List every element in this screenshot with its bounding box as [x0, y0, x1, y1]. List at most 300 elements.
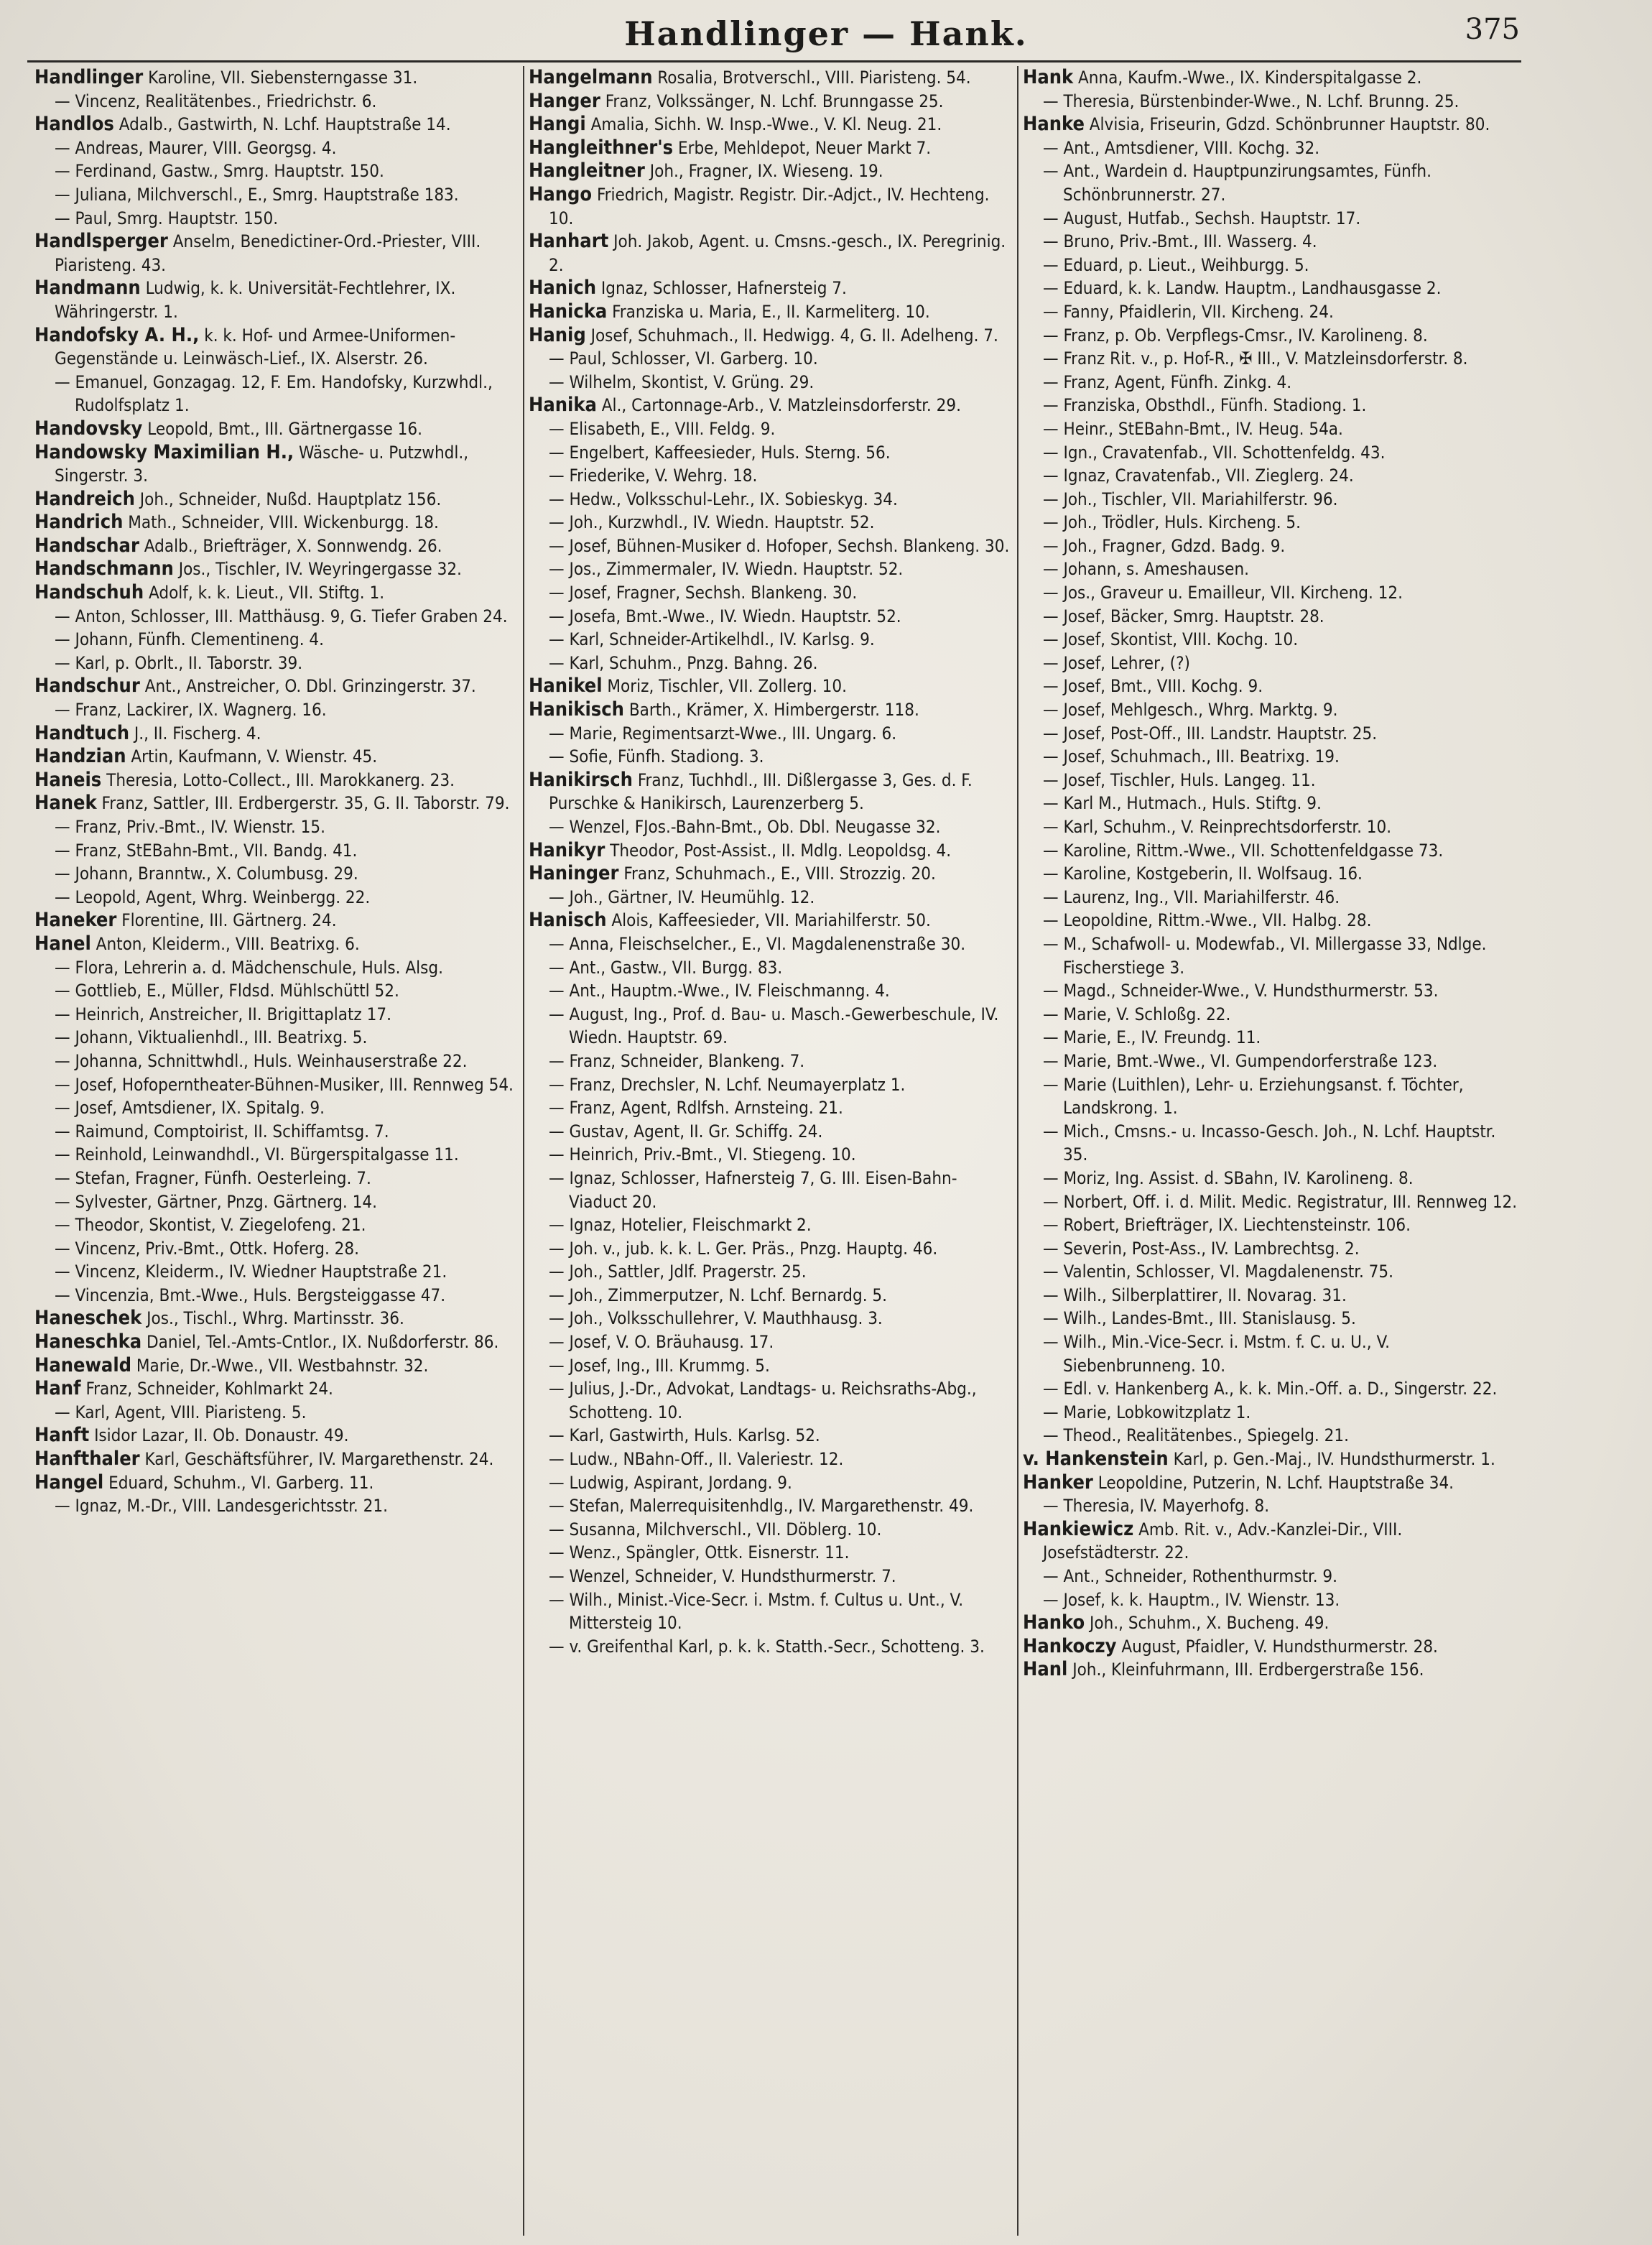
directory-entry — [529, 371, 1010, 394]
entry-surname: Hanikisch — [529, 698, 624, 721]
directory-entry — [34, 1494, 516, 1518]
entry-surname: Hanko — [1023, 1611, 1085, 1634]
entry-details: — Theresia, Bürstenbinder-Wwe., N. Lchf. Brunng. 25. — [1043, 91, 1460, 111]
directory-entry — [529, 1096, 1010, 1120]
directory-entry — [1023, 979, 1521, 1003]
entry-details: — Karl, p. Obrlt., II. Taborstr. 39. — [55, 652, 303, 673]
entry-details: Jos., Tischler, IV. Weyringergasse 32. — [178, 559, 462, 580]
entry-surname: Handreich — [34, 487, 135, 510]
directory-entry — [1023, 1284, 1521, 1307]
directory-entry — [34, 488, 516, 512]
directory-entry — [529, 1471, 1010, 1495]
entry-details: — Magd., Schneider-Wwe., V. Hundsthurmerstr. 53. — [1043, 981, 1439, 1001]
entry-details: — Vincenz, Priv.-Bmt., Ottk. Hoferg. 28. — [55, 1238, 359, 1259]
entry-details: — Ant., Amtsdiener, VIII. Kochg. 32. — [1043, 137, 1320, 158]
entry-details: — Theresia, IV. Mayerhofg. 8. — [1043, 1496, 1270, 1517]
entry-details: — Josef, Mehlgesch., Whrg. Marktg. 9. — [1043, 700, 1338, 721]
directory-entry — [34, 1307, 516, 1330]
directory-entry — [34, 628, 516, 652]
entry-details: — Franz, Priv.-Bmt., IV. Wienstr. 15. — [55, 817, 325, 837]
entry-details: Franz, Tuchhdl., III. Dißlergasse 3, Ges. d. F. Purschke & Hanikirsch, Laurenzerberg 5. — [549, 769, 973, 814]
entry-details: — Jos., Zimmermaler, IV. Wiedn. Hauptstr. 52. — [549, 559, 904, 580]
directory-entry — [529, 300, 1010, 324]
directory-entry — [1023, 722, 1521, 746]
directory-entry — [34, 956, 516, 980]
entry-details: — Marie, V. Schloßg. 22. — [1043, 1004, 1231, 1024]
entry-details: Franziska u. Maria, E., II. Karmeliterg. 10. — [612, 301, 930, 322]
directory-entry — [1023, 932, 1521, 979]
entry-details: — Severin, Post-Ass., IV. Lambrechtsg. 2. — [1043, 1238, 1360, 1259]
directory-entry — [1023, 1565, 1521, 1588]
columns — [34, 66, 1521, 2236]
entry-details: — Valentin, Schlosser, VI. Magdalenenstr. 75. — [1043, 1262, 1393, 1282]
entry-details: — Josefa, Bmt.-Wwe., IV. Wiedn. Hauptstr. 52. — [549, 606, 901, 626]
directory-entry — [1023, 1003, 1521, 1027]
header-rule — [27, 60, 1521, 63]
directory-entry — [34, 815, 516, 839]
entry-surname: Handrich — [34, 511, 124, 534]
directory-entry — [529, 1424, 1010, 1448]
directory-entry — [34, 698, 516, 722]
directory-entry — [34, 534, 516, 558]
directory-entry — [1023, 113, 1521, 136]
entry-details: Adolf, k. k. Lieut., VII. Stiftg. 1. — [149, 583, 385, 603]
entry-details: — Karoline, Kostgeberin, II. Wolfsaug. 16. — [1043, 864, 1363, 884]
directory-entry — [34, 675, 516, 698]
entry-details: — Edl. v. Hankenberg A., k. k. Min.-Off. a. D., Singerstr. 22. — [1043, 1379, 1498, 1399]
entry-details: — Gustav, Agent, II. Gr. Schiffg. 24. — [549, 1121, 823, 1142]
entry-details: Joh., Schuhm., X. Bucheng. 49. — [1090, 1613, 1330, 1634]
entry-details: — August, Hutfab., Sechsh. Hauptstr. 17. — [1043, 208, 1361, 228]
entry-details: — Johanna, Schnittwhdl., Huls. Weinhauserstraße 22. — [55, 1050, 468, 1071]
directory-entry — [529, 886, 1010, 909]
entry-surname: Handovsky — [34, 417, 143, 440]
directory-entry — [1023, 1611, 1521, 1635]
directory-entry — [34, 1003, 516, 1027]
directory-entry — [1023, 1588, 1521, 1612]
entry-details: — Eduard, k. k. Landw. Hauptm., Landhausgasse 2. — [1043, 278, 1442, 299]
entry-details: — Friederike, V. Wehrg. 18. — [549, 466, 758, 486]
entry-details: Jos., Tischl., Whrg. Martinsstr. 36. — [147, 1308, 404, 1329]
directory-entry — [1023, 675, 1521, 698]
entry-surname: Hango — [529, 182, 593, 205]
entry-surname: Hangel — [34, 1471, 104, 1494]
entry-details: — Heinrich, Priv.-Bmt., VI. Stiegeng. 10. — [549, 1144, 856, 1165]
entry-details: — Raimund, Comptoirist, II. Schiffamtsg. 7. — [55, 1121, 389, 1142]
entry-details: Adalb., Briefträger, X. Sonnwendg. 26. — [144, 535, 442, 556]
entry-details: — Franz Rit. v., p. Hof-R., ✠ III., V. Matzleinsdorferstr. 8. — [1043, 348, 1468, 369]
directory-entry — [34, 862, 516, 886]
column-divider — [1017, 66, 1018, 2236]
directory-entry — [1023, 815, 1521, 839]
entry-details: — Sylvester, Gärtner, Pnzg. Gärtnerg. 14. — [55, 1191, 377, 1212]
directory-entry — [1023, 1401, 1521, 1425]
directory-entry — [34, 136, 516, 160]
entry-surname: Hangleithner's — [529, 136, 674, 159]
entry-details: Amalia, Sichh. W. Insp.-Wwe., V. Kl. Neug. 21. — [590, 114, 942, 135]
entry-surname: Hanig — [529, 323, 586, 346]
directory-entry — [1023, 300, 1521, 324]
directory-entry — [529, 1260, 1010, 1284]
entry-details: — Theodor, Skontist, V. Ziegelofeng. 21. — [55, 1215, 366, 1236]
directory-entry — [529, 511, 1010, 534]
entry-details: J., II. Fischerg. 4. — [134, 723, 261, 744]
entry-surname: Hanhart — [529, 230, 609, 253]
directory-entry — [529, 66, 1010, 90]
entry-surname: Hanfthaler — [34, 1448, 140, 1471]
directory-entry — [34, 1330, 516, 1354]
directory-entry — [529, 1518, 1010, 1542]
directory-entry — [529, 1120, 1010, 1144]
directory-entry — [529, 1284, 1010, 1307]
entry-details: Josef, Schuhmach., II. Hedwigg. 4, G. II. Adelheng. 7. — [590, 325, 998, 346]
directory-entry — [529, 769, 1010, 815]
directory-entry — [529, 230, 1010, 277]
entry-details: — Fanny, Pfaidlerin, VII. Kircheng. 24. — [1043, 301, 1334, 322]
entry-surname: Handlos — [34, 113, 114, 136]
entry-details: — Hedw., Volksschul-Lehr., IX. Sobieskyg. 34. — [549, 489, 898, 509]
directory-entry — [34, 1401, 516, 1425]
directory-entry — [1023, 394, 1521, 417]
entry-details: — Josef, Amtsdiener, IX. Spitalg. 9. — [55, 1098, 325, 1119]
directory-entry — [34, 1190, 516, 1214]
entry-details: Franz, Schneider, Kohlmarkt 24. — [85, 1379, 333, 1399]
directory-entry — [1023, 324, 1521, 348]
directory-entry — [1023, 488, 1521, 512]
directory-entry — [1023, 347, 1521, 371]
directory-entry — [34, 90, 516, 114]
entry-surname: Hanika — [529, 394, 597, 417]
entry-details: — Ignaz, Schlosser, Hafnersteig 7, G. III. Eisen-Bahn-Viaduct 20. — [549, 1167, 957, 1212]
directory-entry — [34, 581, 516, 605]
entry-surname: Handschur — [34, 675, 140, 698]
directory-entry — [529, 534, 1010, 558]
entry-details: — Josef, Post-Off., III. Landstr. Hauptstr. 25. — [1043, 723, 1378, 744]
directory-entry — [529, 839, 1010, 863]
directory-entry — [1023, 1424, 1521, 1448]
directory-entry — [529, 628, 1010, 652]
directory-entry — [529, 183, 1010, 230]
directory-entry — [1023, 1377, 1521, 1401]
directory-entry — [529, 909, 1010, 932]
directory-entry — [34, 1120, 516, 1144]
directory-entry — [529, 277, 1010, 300]
entry-details: — Wilh., Minist.-Vice-Secr. i. Mstm. f. Cultus u. Unt., V. Mittersteig 10. — [549, 1589, 964, 1634]
entry-details: — Joh., Kurzwhdl., IV. Wiedn. Hauptstr. 52. — [549, 512, 875, 533]
directory-entry — [1023, 1330, 1521, 1377]
directory-entry — [1023, 839, 1521, 863]
directory-entry — [529, 745, 1010, 769]
directory-entry — [1023, 628, 1521, 652]
entry-details: — Franz, Schneider, Blankeng. 7. — [549, 1050, 805, 1071]
directory-entry — [529, 347, 1010, 371]
directory-entry — [1023, 90, 1521, 114]
entry-details: — Josef, Bmt., VIII. Kochg. 9. — [1043, 676, 1263, 697]
entry-surname: Handlsperger — [34, 230, 168, 253]
entry-details: — Gottlieb, E., Müller, Fldsd. Mühlschüttl 52. — [55, 981, 399, 1001]
directory-entry — [1023, 136, 1521, 160]
directory-entry — [1023, 909, 1521, 932]
entry-details: — Karl, Schneider-Artikelhdl., IV. Karlsg. 9. — [549, 629, 875, 650]
directory-entry — [34, 1377, 516, 1401]
entry-surname: v. Hankenstein — [1023, 1448, 1169, 1471]
entry-surname: Handofsky A. H., — [34, 323, 200, 346]
entry-details: — Paul, Schlosser, VI. Garberg. 10. — [549, 348, 818, 369]
entry-details: Joh., Kleinfuhrmann, III. Erdbergerstraße 156. — [1072, 1660, 1424, 1680]
entry-details: — Moriz, Ing. Assist. d. SBahn, IV. Karolineng. 8. — [1043, 1167, 1414, 1188]
entry-details: — Joh. v., jub. k. k. L. Ger. Präs., Pnzg. Hauptg. 46. — [549, 1238, 938, 1259]
entry-details: Moriz, Tischler, VII. Zollerg. 10. — [607, 676, 847, 697]
entry-details: Wäsche- u. Putzwhdl., Singerstr. 3. — [55, 442, 469, 486]
directory-entry — [1023, 534, 1521, 558]
entry-details: Leopoldine, Putzerin, N. Lchf. Hauptstraße 34. — [1098, 1472, 1454, 1493]
entry-details: — Joh., Tischler, VII. Mariahilferstr. 96. — [1043, 489, 1338, 509]
entry-details: — Reinhold, Leinwandhdl., VI. Bürgerspitalgasse 11. — [55, 1144, 459, 1165]
entry-surname: Haneschka — [34, 1330, 142, 1353]
entry-details: — Karl, Agent, VIII. Piaristeng. 5. — [55, 1402, 307, 1422]
column-3 — [1023, 66, 1521, 2236]
directory-entry — [1023, 207, 1521, 231]
directory-entry — [1023, 417, 1521, 441]
directory-entry — [1023, 1307, 1521, 1330]
entry-details: — Josef, Bühnen-Musiker d. Hofoper, Sechsh. Blankeng. 30. — [549, 535, 1010, 556]
entry-surname: Hanicka — [529, 300, 608, 323]
entry-details: — Marie, Regimentsarzt-Wwe., III. Ungarg. 6. — [549, 723, 897, 744]
entry-details: — Wilh., Silberplattirer, II. Novarag. 31. — [1043, 1284, 1347, 1305]
entry-details: Anton, Kleiderm., VIII. Beatrixg. 6. — [96, 933, 360, 954]
directory-entry — [1023, 1448, 1521, 1471]
directory-entry — [34, 417, 516, 441]
entry-details: Ignaz, Schlosser, Hafnersteig 7. — [600, 278, 847, 299]
entry-surname: Handlinger — [34, 66, 144, 88]
entry-surname: Hankoczy — [1023, 1634, 1117, 1657]
entry-details: — Ludw., NBahn-Off., II. Valeriestr. 12. — [549, 1449, 844, 1470]
entry-details: — Johann, Viktualienhdl., III. Beatrixg. 5. — [55, 1027, 368, 1048]
directory-entry — [34, 1143, 516, 1167]
entry-details: — Theod., Realitätenbes., Spiegelg. 21. — [1043, 1425, 1349, 1446]
entry-surname: Hangleitner — [529, 159, 645, 182]
directory-entry — [529, 862, 1010, 886]
directory-entry — [1023, 230, 1521, 254]
entry-details: — Marie (Luithlen), Lehr- u. Erziehungsanst. f. Töchter, Landskrong. 1. — [1043, 1074, 1464, 1119]
entry-details: — Joh., Sattler, Jdlf. Pragerstr. 25. — [549, 1262, 807, 1282]
directory-entry — [34, 886, 516, 909]
entry-details: Franz, Schuhmach., E., VIII. Strozzig. 20. — [623, 864, 936, 884]
entry-details: — Ant., Hauptm.-Wwe., IV. Fleischmanng. 4. — [549, 981, 890, 1001]
entry-surname: Hanke — [1023, 113, 1085, 136]
entry-details: — Paul, Smrg. Hauptstr. 150. — [55, 208, 279, 228]
entry-details: — Wilhelm, Skontist, V. Grüng. 29. — [549, 371, 815, 392]
directory-entry — [34, 230, 516, 277]
entry-details: — Norbert, Off. i. d. Milit. Medic. Registratur, III. Rennweg 12. — [1043, 1191, 1518, 1212]
directory-entry — [1023, 1260, 1521, 1284]
directory-entry — [34, 745, 516, 769]
entry-details: — Jos., Graveur u. Emailleur, VII. Kircheng. 12. — [1043, 583, 1403, 603]
directory-entry — [34, 1260, 516, 1284]
entry-details: Erbe, Mehldepot, Neuer Markt 7. — [677, 137, 932, 158]
directory-entry — [529, 1143, 1010, 1167]
entry-details: — Engelbert, Kaffeesieder, Huls. Sterng. 56. — [549, 442, 891, 463]
directory-entry — [1023, 1073, 1521, 1120]
directory-entry — [529, 1541, 1010, 1565]
directory-entry — [529, 1003, 1010, 1050]
directory-entry — [34, 207, 516, 231]
entry-details: — Josef, Skontist, VIII. Kochg. 10. — [1043, 629, 1299, 650]
entry-details: — Josef, Ing., III. Krummg. 5. — [549, 1355, 770, 1376]
entry-details: — Leopoldine, Rittm.-Wwe., VII. Halbg. 28. — [1043, 910, 1372, 931]
entry-details: — Karl, Schuhm., Pnzg. Bahng. 26. — [549, 652, 818, 673]
entry-surname: Handtuch — [34, 721, 130, 744]
directory-entry — [529, 441, 1010, 465]
directory-entry — [34, 1167, 516, 1190]
entry-details: — Ignaz, M.-Dr., VIII. Landesgerichtsstr. 21. — [55, 1496, 388, 1517]
entry-details: — Julius, J.-Dr., Advokat, Landtags- u. Reichsraths-Abg., Schotteng. 10. — [549, 1379, 977, 1422]
directory-entry — [34, 113, 516, 136]
directory-entry — [1023, 1494, 1521, 1518]
entry-details: — Josef, Fragner, Sechsh. Blankeng. 30. — [549, 583, 858, 603]
directory-entry — [529, 1494, 1010, 1518]
entry-details: — Franziska, Obsthdl., Fünfh. Stadiong. 1. — [1043, 395, 1367, 416]
entry-details: Ant., Anstreicher, O. Dbl. Grinzingerstr. 37. — [144, 676, 476, 697]
directory-entry — [34, 1354, 516, 1378]
directory-entry — [1023, 441, 1521, 465]
entry-details: Theodor, Post-Assist., II. Mdlg. Leopoldsg. 4. — [610, 840, 952, 861]
entry-details: Marie, Dr.-Wwe., VII. Westbahnstr. 32. — [136, 1355, 429, 1376]
directory-entry — [34, 159, 516, 183]
entry-details: — Joh., Volksschullehrer, V. Mauthhausg. 3. — [549, 1308, 883, 1329]
directory-entry — [34, 441, 516, 488]
entry-details: — Vincenzia, Bmt.-Wwe., Huls. Bergsteiggasse 47. — [55, 1284, 446, 1305]
directory-entry — [34, 277, 516, 323]
entry-surname: Hangi — [529, 113, 586, 136]
entry-details: — Ant., Schneider, Rothenthurmstr. 9. — [1043, 1566, 1338, 1586]
directory-entry — [34, 557, 516, 581]
directory-entry — [1023, 1237, 1521, 1261]
entry-details: — Karl, Schuhm., V. Reinprechtsdorferstr. 10. — [1043, 817, 1392, 837]
directory-entry — [34, 1073, 516, 1097]
entry-surname: Hanel — [34, 932, 91, 955]
directory-entry — [34, 932, 516, 956]
directory-entry — [1023, 862, 1521, 886]
entry-details: — Wenzel, Schneider, V. Hundsthurmerstr. 7. — [549, 1566, 896, 1586]
directory-entry — [529, 675, 1010, 698]
entry-details: — Wenzel, FJos.-Bahn-Bmt., Ob. Dbl. Neugasse 32. — [549, 817, 941, 837]
directory-entry — [529, 652, 1010, 675]
directory-entry — [529, 722, 1010, 746]
entry-details: — Karl, Gastwirth, Huls. Karlsg. 52. — [549, 1425, 820, 1446]
directory-entry — [1023, 371, 1521, 394]
directory-entry — [529, 324, 1010, 348]
directory-entry — [1023, 581, 1521, 605]
directory-entry — [1023, 464, 1521, 488]
entry-details: — Josef, Schuhmach., III. Beatrixg. 19. — [1043, 746, 1340, 767]
directory-entry — [34, 769, 516, 792]
directory-entry — [1023, 1518, 1521, 1565]
entry-details: — Josef, Bäcker, Smrg. Hauptstr. 28. — [1043, 606, 1324, 626]
entry-details: — v. Greifenthal Karl, p. k. k. Statth.-Secr., Schotteng. 3. — [549, 1636, 985, 1657]
directory-entry — [34, 183, 516, 207]
entry-details: — August, Ing., Prof. d. Bau- u. Masch.-Gewerbeschule, IV. Wiedn. Hauptstr. 69. — [549, 1004, 999, 1048]
directory-entry — [529, 1307, 1010, 1330]
entry-details: Theresia, Lotto-Collect., III. Marokkanerg. 23. — [106, 769, 455, 790]
entry-details: — Marie, E., IV. Freundg. 11. — [1043, 1027, 1261, 1048]
directory-entry — [529, 1237, 1010, 1261]
column-divider — [523, 66, 524, 2236]
directory-entry — [34, 371, 516, 417]
entry-details: — M., Schafwoll- u. Modewfab., VI. Millergasse 33, Ndlge. Fischerstiege 3. — [1043, 933, 1487, 978]
directory-entry — [529, 90, 1010, 114]
entry-surname: Hanf — [34, 1377, 81, 1400]
entry-details: — Joh., Trödler, Huls. Kircheng. 5. — [1043, 512, 1301, 533]
directory-entry — [1023, 652, 1521, 675]
directory-entry — [1023, 1120, 1521, 1167]
entry-details: Joh., Fragner, IX. Wieseng. 19. — [649, 161, 883, 182]
entry-surname: Hanek — [34, 792, 97, 815]
entry-surname: Hanisch — [529, 909, 607, 932]
entry-details: Florentine, III. Gärtnerg. 24. — [121, 910, 337, 931]
directory-entry — [1023, 557, 1521, 581]
entry-details: — Joh., Zimmerputzer, N. Lchf. Bernardg. 5. — [549, 1284, 887, 1305]
directory-entry — [529, 815, 1010, 839]
directory-entry — [529, 1448, 1010, 1471]
entry-details: — Wilh., Landes-Bmt., III. Stanislausg. 5. — [1043, 1308, 1356, 1329]
entry-surname: Handowsky Maximilian H., — [34, 440, 294, 463]
entry-details: Rosalia, Brotverschl., VIII. Piaristeng. 54. — [657, 68, 971, 88]
entry-details: — Anton, Schlosser, III. Matthäusg. 9, G. Tiefer Graben 24. — [55, 606, 508, 626]
directory-entry — [1023, 769, 1521, 792]
entry-surname: Handschmann — [34, 557, 174, 580]
entry-details: — Emanuel, Gonzagag. 12, F. Em. Handofsky, Kurzwhdl., Rudolfsplatz 1. — [55, 371, 493, 416]
entry-details: — Ign., Cravatenfab., VII. Schottenfeldg. 43. — [1043, 442, 1386, 463]
entry-details: Ludwig, k. k. Universität-Fechtlehrer, IX. Währingerstr. 1. — [55, 278, 456, 322]
directory-entry — [529, 1330, 1010, 1354]
directory-entry — [34, 722, 516, 746]
entry-details: — Karoline, Rittm.-Wwe., VII. Schottenfeldgasse 73. — [1043, 840, 1444, 861]
entry-details: Alois, Kaffeesieder, VII. Mariahilferstr. 50. — [611, 910, 931, 931]
directory-entry — [1023, 159, 1521, 206]
directory-entry — [34, 652, 516, 675]
directory-entry — [1023, 1050, 1521, 1073]
entry-details: Franz, Volkssänger, N. Lchf. Brunngasse 25. — [605, 91, 944, 111]
directory-entry — [1023, 1026, 1521, 1050]
directory-entry — [1023, 605, 1521, 629]
entry-details: Friedrich, Magistr. Registr. Dir.-Adjct., IV. Hechteng. 10. — [549, 184, 990, 228]
directory-entry — [529, 1167, 1010, 1213]
entry-details: — Franz, Agent, Rdlfsh. Arnsteing. 21. — [549, 1098, 843, 1119]
entry-details: Adalb., Gastwirth, N. Lchf. Hauptstraße 14. — [119, 114, 451, 135]
entry-details: — Joh., Fragner, Gdzd. Badg. 9. — [1043, 535, 1286, 556]
entry-surname: Hangelmann — [529, 66, 653, 88]
directory-entry — [529, 1588, 1010, 1635]
directory-entry — [529, 1377, 1010, 1424]
entry-details: Karl, p. Gen.-Maj., IV. Hundsthurmerstr. 1. — [1173, 1449, 1495, 1470]
entry-details: — Heinr., StEBahn-Bmt., IV. Heug. 54a. — [1043, 418, 1343, 439]
directory-entry — [1023, 511, 1521, 534]
column-2 — [529, 66, 1010, 2236]
entry-details: — Laurenz, Ing., VII. Mariahilferstr. 46. — [1043, 887, 1340, 907]
directory-entry — [34, 1448, 516, 1471]
directory-entry — [529, 113, 1010, 136]
entry-surname: Hankiewicz — [1023, 1517, 1134, 1540]
entry-surname: Haneis — [34, 768, 102, 791]
directory-entry — [1023, 1658, 1521, 1682]
directory-entry — [529, 932, 1010, 956]
entry-surname: Handschuh — [34, 581, 144, 604]
entry-details: Anna, Kaufm.-Wwe., IX. Kinderspitalgasse 2. — [1078, 68, 1422, 88]
entry-details: — Josef, Tischler, Huls. Langeg. 11. — [1043, 769, 1316, 790]
entry-surname: Hanewald — [34, 1353, 132, 1376]
entry-details: August, Pfaidler, V. Hundsthurmerstr. 28. — [1121, 1636, 1438, 1657]
